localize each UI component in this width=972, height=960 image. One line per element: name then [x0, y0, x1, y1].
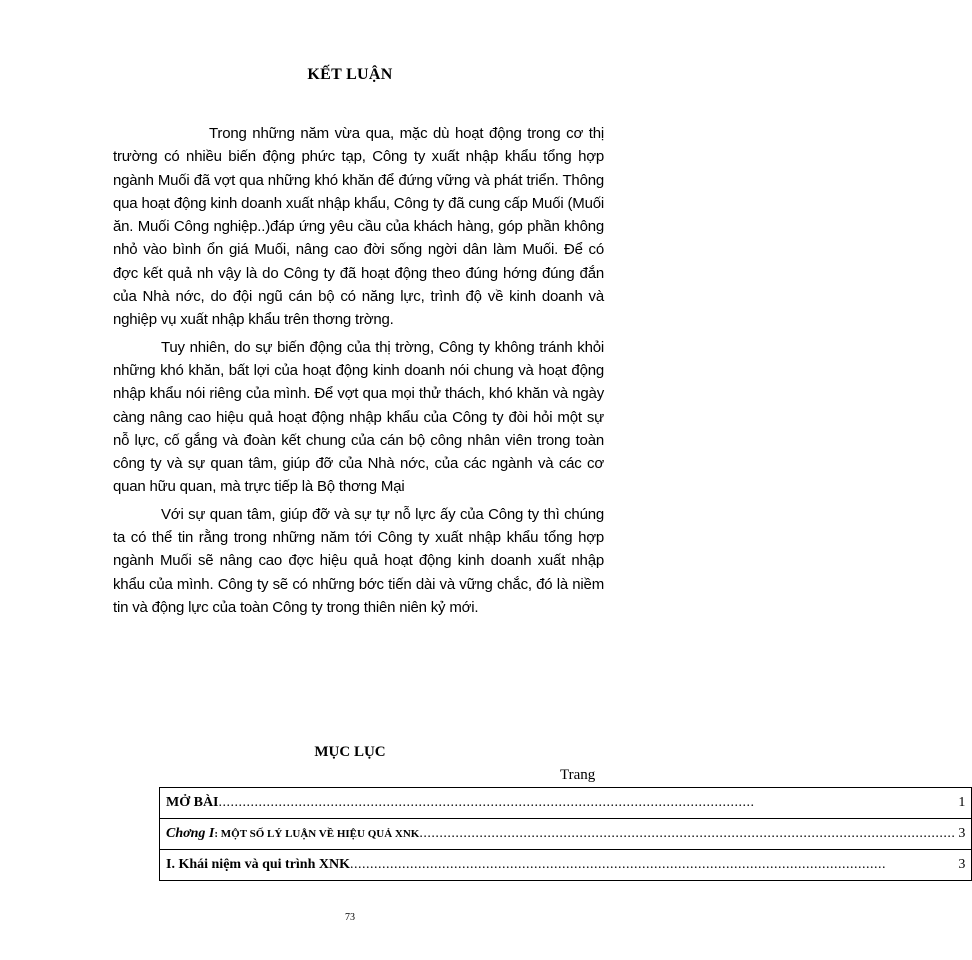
toc-leader-dots	[419, 826, 955, 842]
toc-entry-chapter: Chơng I	[166, 826, 215, 841]
toc-entry-page: 3	[958, 826, 966, 841]
conclusion-body	[113, 122, 604, 623]
toc-leader-dots	[219, 795, 956, 811]
toc-page-label: Trang	[560, 767, 596, 783]
page-title: KẾT LUẬN	[307, 66, 393, 83]
toc-row	[160, 819, 972, 850]
page-number: 73	[345, 912, 355, 923]
toc-title: MỤC LỤC	[314, 744, 386, 760]
toc-entry-label: MỞ BÀI	[166, 795, 219, 810]
paragraph-3: Với sự quan tâm, giúp đỡ và sự tự nỗ lực ấy của Công ty thì chúng ta có thể tin rằng trong những năm tới Công ty xuất nhập khẩu tổng hợp ngành Muối sẽ nâng cao đợc hiệu quả hoạt động kinh doanh xuất nhập khẩu của mình. Công ty sẽ có những bớc tiến dài và vững chắc, đó là niềm tin và động lực của toàn Công ty trong thiên niên kỷ mới.	[113, 505, 604, 616]
toc-leader-dots	[350, 857, 955, 873]
toc-row	[160, 850, 972, 881]
paragraph-1: Trong những năm vừa qua, mặc dù hoạt động trong cơ thị trường có nhiều biến động phức tạp, Công ty xuất nhập khẩu tổng hợp ngành Muối đã vợt qua những khó khăn để đứng vững và phát triển. Thông qua hoạt động kinh doanh xuất nhập khẩu, Công ty đã cung cấp Muối (Muối ăn. Muối Công nghiệp..)đáp ứng yêu cầu của khách hàng, góp phần không nhỏ vào bình ổn giá Muối, nâng cao đời sống ngời dân làm Muối. Để có đợc kết quả nh vậy là do Công ty đã hoạt động theo đúng hớng đúng đắn của Nhà nớc, do đội ngũ cán bộ có năng lực, trình độ về kinh doanh và nghiệp vụ xuất nhập khẩu trên thơng trờng.	[113, 125, 604, 329]
paragraph-2: Tuy nhiên, do sự biến động của thị trờng, Công ty không tránh khỏi những khó khăn, bất lợi của hoạt động kinh doanh nói chung và hoạt động nhập khẩu nói riêng của mình. Để vợt qua mọi thử thách, khó khăn và ngày càng nâng cao hiệu quả hoạt động nhập khẩu của Công ty đòi hỏi một sự nỗ lực, cố gắng và đoàn kết chung của cán bộ công nhân viên trong toàn công ty và sự quan tâm, giúp đỡ của Nhà nớc, của các ngành và các cơ quan hữu quan, mà trực tiếp là Bộ thơng Mại	[113, 338, 604, 496]
toc-entry-page: 1	[958, 795, 966, 810]
toc-entry-page: 3	[958, 857, 966, 872]
toc-table	[159, 787, 972, 881]
toc-entry-label: I. Khái niệm và qui trình XNK	[166, 857, 350, 872]
toc-row	[160, 788, 972, 819]
toc-entry-label: : MỘT SỐ LÝ LUẬN VỀ HIỆU QUẢ XNK	[214, 828, 420, 840]
